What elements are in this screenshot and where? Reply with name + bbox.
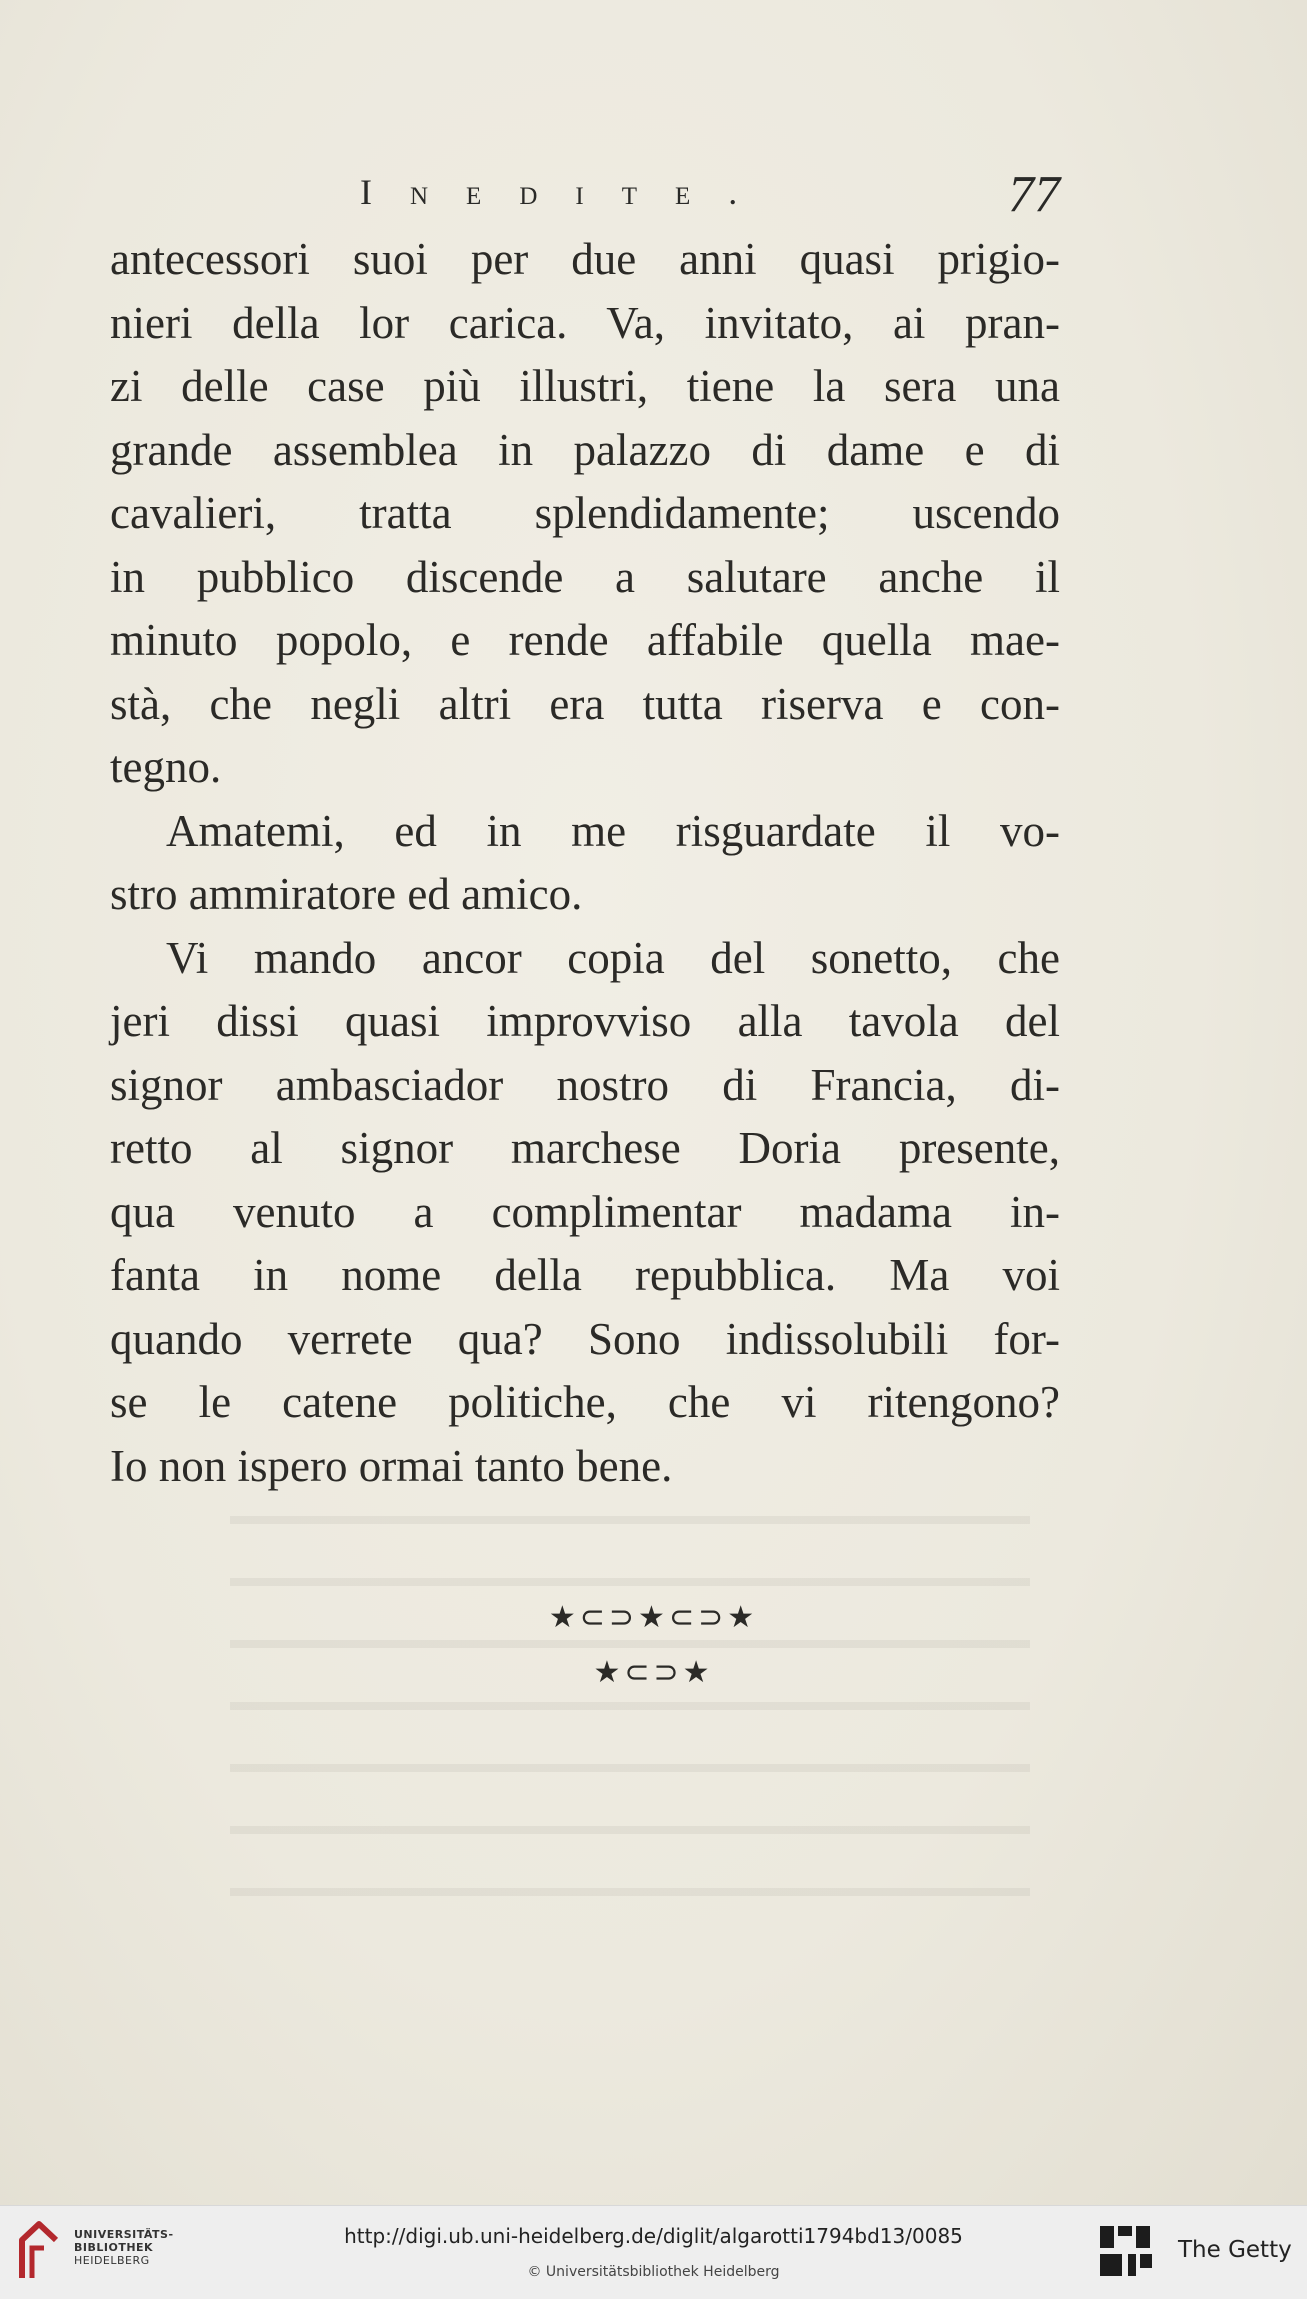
text-line: fanta in nome della repubblica. Ma voi [110,1250,1060,1300]
text-line: signor ambasciador nostro di Francia, di- [110,1059,1060,1110]
ornament-row-2: ★⊂⊃★ [593,1655,714,1690]
getty-logo-icon[interactable] [1098,2222,1156,2282]
text-line: quando verrete qua? Sono indissolubili for- [110,1313,1060,1364]
text-line: Amatemi, ed in me risguardate il vo- [166,805,1060,856]
text-line: retto al signor marchese Doria presente, [110,1123,1060,1173]
permalink-url[interactable]: http://digi.ub.uni-heidelberg.de/diglit/algarotti1794bd13/0085 [344,2224,963,2248]
running-head [360,165,1060,225]
partner-name: The Getty [1178,2237,1292,2263]
uni-name-line2: BIBLIOTHEK [74,2241,154,2254]
text-line: qua venuto a complimentar madama in- [110,1186,1060,1237]
uni-name-line3: HEIDELBERG [74,2254,150,2267]
text-line: antecessori suoi per due anni quasi prigio- [110,234,1060,284]
text-line: jeri dissi quasi improvviso alla tavola del [110,996,1060,1046]
text-line: Vi mando ancor copia del sonetto, che [166,932,1060,983]
text-line: stà, che negli altri era tutta riserva e con- [110,678,1060,729]
ornament-row-1: ★⊂⊃★⊂⊃★ [548,1600,759,1635]
running-title: Inedite. [360,172,776,212]
text-line: zi delle case più illustri, tiene la sera una [110,361,1060,411]
text-line: nieri della lor carica. Va, invitato, ai pran- [110,297,1060,348]
text-line: stro ammiratore ed amico. [110,869,583,919]
text-line: tegno. [110,742,222,792]
footer-bar [0,2205,1307,2299]
text-line: se le catene politiche, che vi ritengono? [110,1377,1060,1427]
show-through-text [230,1480,1030,1900]
text-line: minuto popolo, e rende affabile quella mae- [110,615,1060,665]
text-line: cavalieri, tratta splendidamente; uscendo [110,488,1060,538]
text-line: grande assemblea in palazzo di dame e di [110,424,1060,475]
copyright-notice: © Universitätsbibliothek Heidelberg [527,2264,780,2280]
body-text [110,228,1060,1498]
text-line: in pubblico discende a salutare anche il [110,551,1060,602]
text-line: Io non ispero ormai tanto bene. [110,1440,673,1491]
page-number: 77 [1008,166,1060,223]
uni-name-line1: UNIVERSITÄTS- [74,2228,174,2241]
